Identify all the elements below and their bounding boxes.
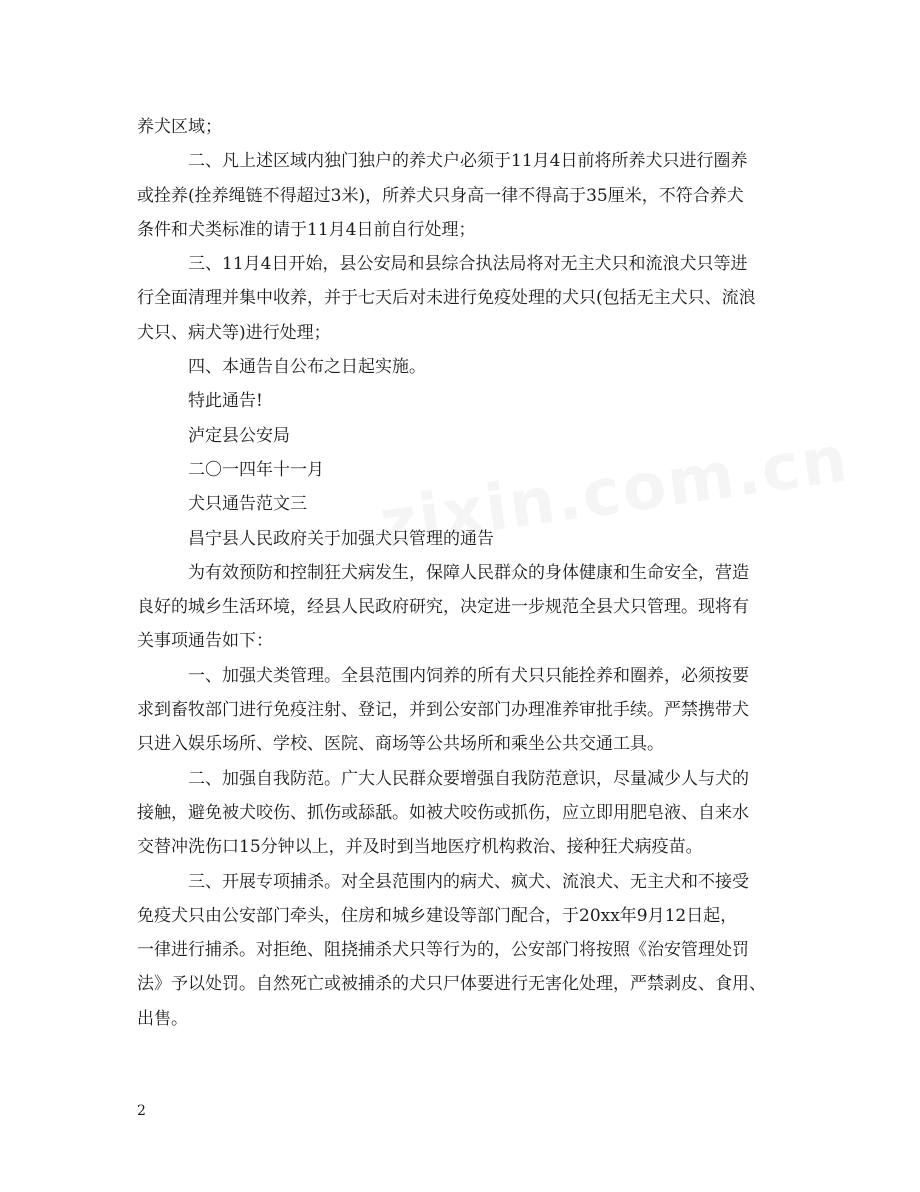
text-line: 昌宁县人民政府关于加强犬只管理的通告 — [188, 528, 494, 549]
text-line: 条件和犬类标准的请于11月4日前自行处理； — [137, 219, 476, 240]
text-line: 三、11月4日开始，县公安局和县综合执法局将对无主犬只和流浪犬只等进 — [188, 254, 748, 275]
text-line: 特此通告! — [188, 391, 263, 412]
text-line: 二〇一四年十一月 — [188, 459, 324, 480]
page-number: 2 — [137, 1103, 146, 1119]
text-line: 四、本通告自公布之日起实施。 — [188, 357, 426, 378]
text-line: 一律进行捕杀。对拒绝、阻挠捕杀犬只等行为的，公安部门将按照《治安管理处罚 — [137, 940, 749, 961]
text-line: 养犬区域； — [137, 117, 222, 137]
text-line: 为有效预防和控制狂犬病发生，保障人民群众的身体健康和生命安全，营造 — [188, 562, 749, 583]
text-line: 三、开展专项捕杀。对全县范围内的病犬、疯犬、流浪犬、无主犬和不接受 — [188, 871, 749, 892]
text-line: 或拴养(拴养绳链不得超过3米)，所养犬只身高一律不得高于35厘米，不符合养犬 — [137, 185, 744, 206]
text-line: 法》予以处罚。自然死亡或被捕杀的犬只尸体要进行无害化处理，严禁剥皮、食用、 — [137, 974, 766, 995]
text-line: 接触，避免被犬咬伤、抓伤或舔舐。如被犬咬伤或抓伤，应立即用肥皂液、自来水 — [137, 802, 749, 823]
text-line: 犬只通告范文三 — [188, 494, 307, 515]
document-body — [137, 110, 787, 1036]
text-line: 求到畜牧部门进行免疫注射、登记，并到公安部门办理准养审批手续。严禁携带犬 — [137, 700, 749, 721]
text-line: 泸定县公安局 — [188, 425, 290, 446]
text-line: 交替冲洗伤口15分钟以上，并及时到当地医疗机构救治、接种狂犬病疫苗。 — [137, 837, 703, 858]
text-line: 二、加强自我防范。广大人民群众要增强自我防范意识，尽量减少人与犬的 — [188, 768, 749, 789]
text-line: 良好的城乡生活环境，经县人民政府研究，决定进一步规范全县犬只管理。现将有 — [137, 597, 749, 618]
text-line: 行全面清理并集中收养，并于七天后对未进行免疫处理的犬只(包括无主犬只、流浪 — [137, 288, 756, 309]
text-line: 二、凡上述区域内独门独户的养犬户必须于11月4日前将所养犬只进行圈养 — [188, 151, 748, 172]
text-line: 只进入娱乐场所、学校、医院、商场等公共场所和乘坐公共交通工具。 — [137, 734, 664, 755]
text-line: 免疫犬只由公安部门牵头，住房和城乡建设等部门配合，于20xx年9月12日起， — [137, 905, 738, 926]
text-line: 关事项通告如下： — [137, 631, 273, 652]
text-line: 出售。 — [137, 1008, 188, 1029]
text-line: 犬只、病犬等)进行处理； — [137, 322, 331, 343]
text-line: 一、加强犬类管理。全县范围内饲养的所有犬只只能拴养和圈养，必须按要 — [188, 665, 749, 686]
